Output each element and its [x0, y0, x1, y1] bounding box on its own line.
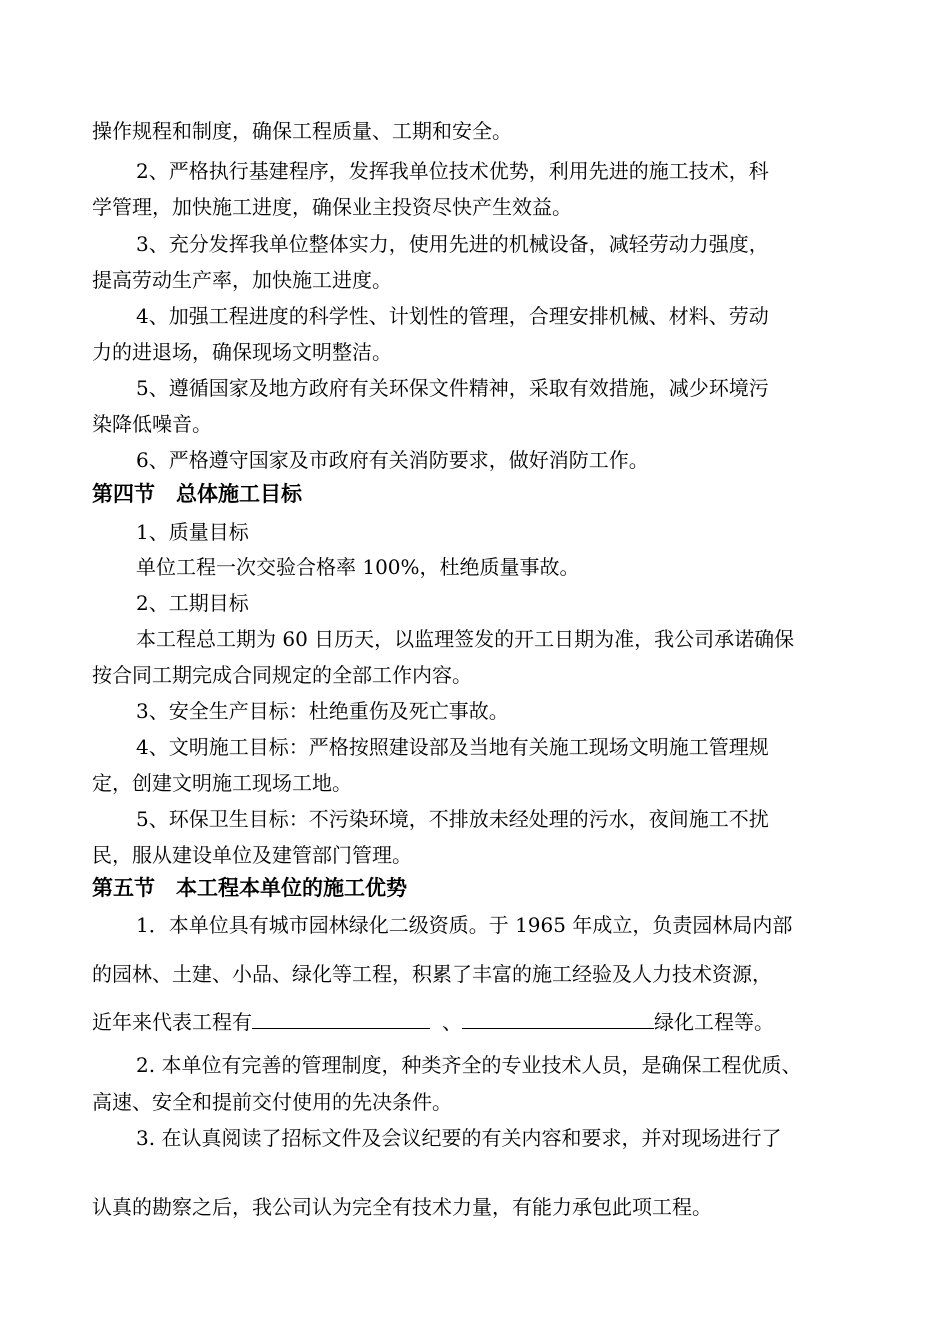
section-heading-5: 第五节 本工程本单位的施工优势	[92, 876, 407, 900]
paragraph-line: 操作规程和制度，确保工程质量、工期和安全。	[92, 119, 512, 143]
representative-projects-label: 近年来代表工程有	[92, 1010, 252, 1034]
paragraph-line: 提高劳动生产率，加快施工进度。	[92, 268, 392, 292]
paragraph-line: 按合同工期完成合同规定的全部工作内容。	[92, 663, 472, 687]
paragraph-line: 4、加强工程进度的科学性、计划性的管理，合理安排机械、材料、劳动	[136, 304, 769, 328]
paragraph-line: 3. 在认真阅读了招标文件及会议纪要的有关内容和要求，并对现场进行了	[136, 1126, 782, 1150]
paragraph-line: 认真的勘察之后，我公司认为完全有技术力量，有能力承包此项工程。	[92, 1195, 712, 1219]
paragraph-line: 6、严格遵守国家及市政府有关消防要求，做好消防工作。	[136, 448, 649, 472]
separator-text: 、	[442, 1010, 462, 1034]
paragraph-line	[92, 1008, 774, 1035]
section-heading-4: 第四节 总体施工目标	[92, 482, 302, 506]
paragraph-line: 4、文明施工目标：严格按照建设部及当地有关施工现场文明施工管理规	[136, 735, 769, 759]
blank-fill-line[interactable]	[252, 1008, 430, 1029]
paragraph-line: 1、质量目标	[136, 520, 249, 544]
paragraph-line: 2. 本单位有完善的管理制度，种类齐全的专业技术人员，是确保工程优质、	[136, 1053, 802, 1077]
paragraph-line: 3、安全生产目标：杜绝重伤及死亡事故。	[136, 699, 509, 723]
paragraph-line: 力的进退场，确保现场文明整洁。	[92, 340, 392, 364]
trailing-text: 绿化工程等。	[654, 1010, 774, 1034]
paragraph-line: 的园林、土建、小品、绿化等工程，积累了丰富的施工经验及人力技术资源，	[92, 962, 772, 986]
paragraph-line: 1．本单位具有城市园林绿化二级资质。于 1965 年成立，负责园林局内部	[136, 913, 793, 937]
paragraph-line: 2、严格执行基建程序，发挥我单位技术优势，利用先进的施工技术，科	[136, 159, 769, 183]
paragraph-line: 单位工程一次交验合格率 100%，杜绝质量事故。	[136, 555, 580, 579]
paragraph-line: 定，创建文明施工现场工地。	[92, 771, 352, 795]
paragraph-line: 5、环保卫生目标：不污染环境，不排放未经处理的污水，夜间施工不扰	[136, 807, 769, 831]
paragraph-line: 2、工期目标	[136, 591, 249, 615]
paragraph-line: 高速、安全和提前交付使用的先决条件。	[92, 1090, 452, 1114]
paragraph-line: 本工程总工期为 60 日历天，以监理签发的开工日期为准，我公司承诺确保	[136, 627, 795, 651]
paragraph-line: 5、遵循国家及地方政府有关环保文件精神，采取有效措施，减少环境污	[136, 376, 769, 400]
paragraph-line: 3、充分发挥我单位整体实力，使用先进的机械设备，减轻劳动力强度，	[136, 232, 769, 256]
paragraph-line: 学管理，加快施工进度，确保业主投资尽快产生效益。	[92, 195, 572, 219]
paragraph-line: 染降低噪音。	[92, 412, 212, 436]
paragraph-line: 民，服从建设单位及建管部门管理。	[92, 843, 412, 867]
blank-fill-line[interactable]	[462, 1008, 654, 1029]
